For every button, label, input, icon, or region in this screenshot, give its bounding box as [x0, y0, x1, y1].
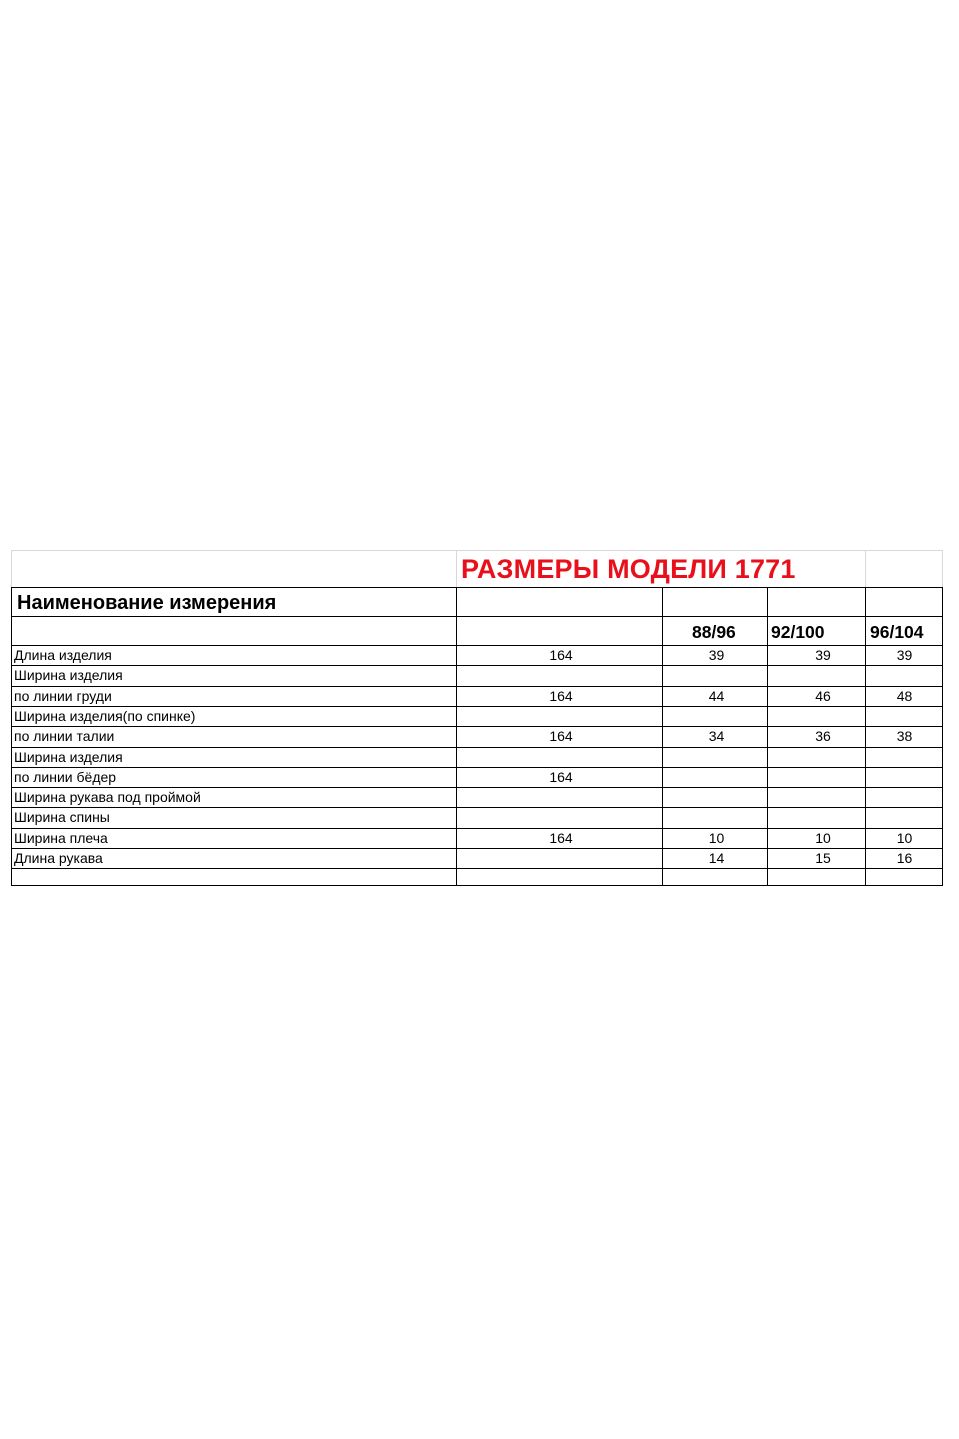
row-label: Ширина спины [14, 809, 110, 825]
grid-line [11, 645, 943, 646]
total-length-value: 164 [549, 830, 573, 846]
total-length-value: 164 [549, 647, 573, 663]
grid-line-light [11, 550, 943, 551]
size-value-s3: 39 [896, 647, 913, 663]
grid-line-light [456, 550, 457, 588]
grid-line [11, 686, 943, 687]
row-label: Длина рукава [14, 850, 103, 866]
grid-line-light [11, 550, 12, 588]
size-value-s2: 15 [815, 850, 831, 866]
size-header-88-96: 88/96 [692, 622, 736, 642]
grid-line [11, 767, 943, 768]
size-value-s2: 39 [815, 647, 831, 663]
size-value-s1: 44 [708, 688, 725, 704]
grid-line [11, 747, 943, 748]
measurement-name-header: Наименование измерения [17, 592, 277, 614]
grid-line [11, 587, 943, 588]
size-value-s2: 46 [815, 688, 831, 704]
grid-line [11, 848, 943, 849]
size-value-s3: 10 [896, 830, 913, 846]
row-label: Ширина изделия(по спинке) [14, 708, 196, 724]
grid-line [942, 587, 943, 886]
size-value-s2: 36 [815, 728, 831, 744]
grid-line [11, 726, 943, 727]
grid-line [662, 587, 663, 886]
grid-line [456, 587, 457, 886]
total-length-value: 164 [549, 688, 573, 704]
grid-line [11, 868, 943, 869]
size-value-s3: 48 [896, 688, 913, 704]
grid-line [11, 706, 943, 707]
grid-line [11, 616, 943, 617]
grid-line [11, 807, 943, 808]
grid-line [11, 587, 12, 886]
grid-line [11, 885, 943, 886]
row-label: по линии груди [14, 688, 112, 704]
row-label: по линии бёдер [14, 769, 117, 785]
grid-line [11, 787, 943, 788]
row-label: Ширина изделия [14, 667, 123, 683]
size-value-s2: 10 [815, 830, 831, 846]
grid-line-light [865, 550, 866, 588]
size-value-s1: 39 [708, 647, 725, 663]
size-value-s1: 34 [708, 728, 725, 744]
size-header-96-104: 96/104 [870, 622, 924, 642]
size-value-s3: 16 [896, 850, 913, 866]
row-label: Длина изделия [14, 647, 112, 663]
row-label: Ширина изделия [14, 749, 123, 765]
size-header-92-100: 92/100 [771, 622, 825, 642]
total-length-value: 164 [549, 728, 573, 744]
grid-line [11, 665, 943, 666]
size-value-s1: 14 [708, 850, 725, 866]
grid-line [11, 828, 943, 829]
total-length-value: 164 [549, 769, 573, 785]
grid-line-light [942, 550, 943, 588]
size-value-s3: 38 [896, 728, 913, 744]
grid-line [865, 587, 866, 886]
table-title: РАЗМЕРЫ МОДЕЛИ 1771 [461, 554, 796, 584]
row-label: Ширина плеча [14, 830, 108, 846]
size-value-s1: 10 [708, 830, 725, 846]
size-table [11, 550, 943, 888]
grid-line [767, 587, 768, 886]
row-label: по линии талии [14, 728, 115, 744]
row-label: Ширина рукава под проймой [14, 789, 201, 805]
